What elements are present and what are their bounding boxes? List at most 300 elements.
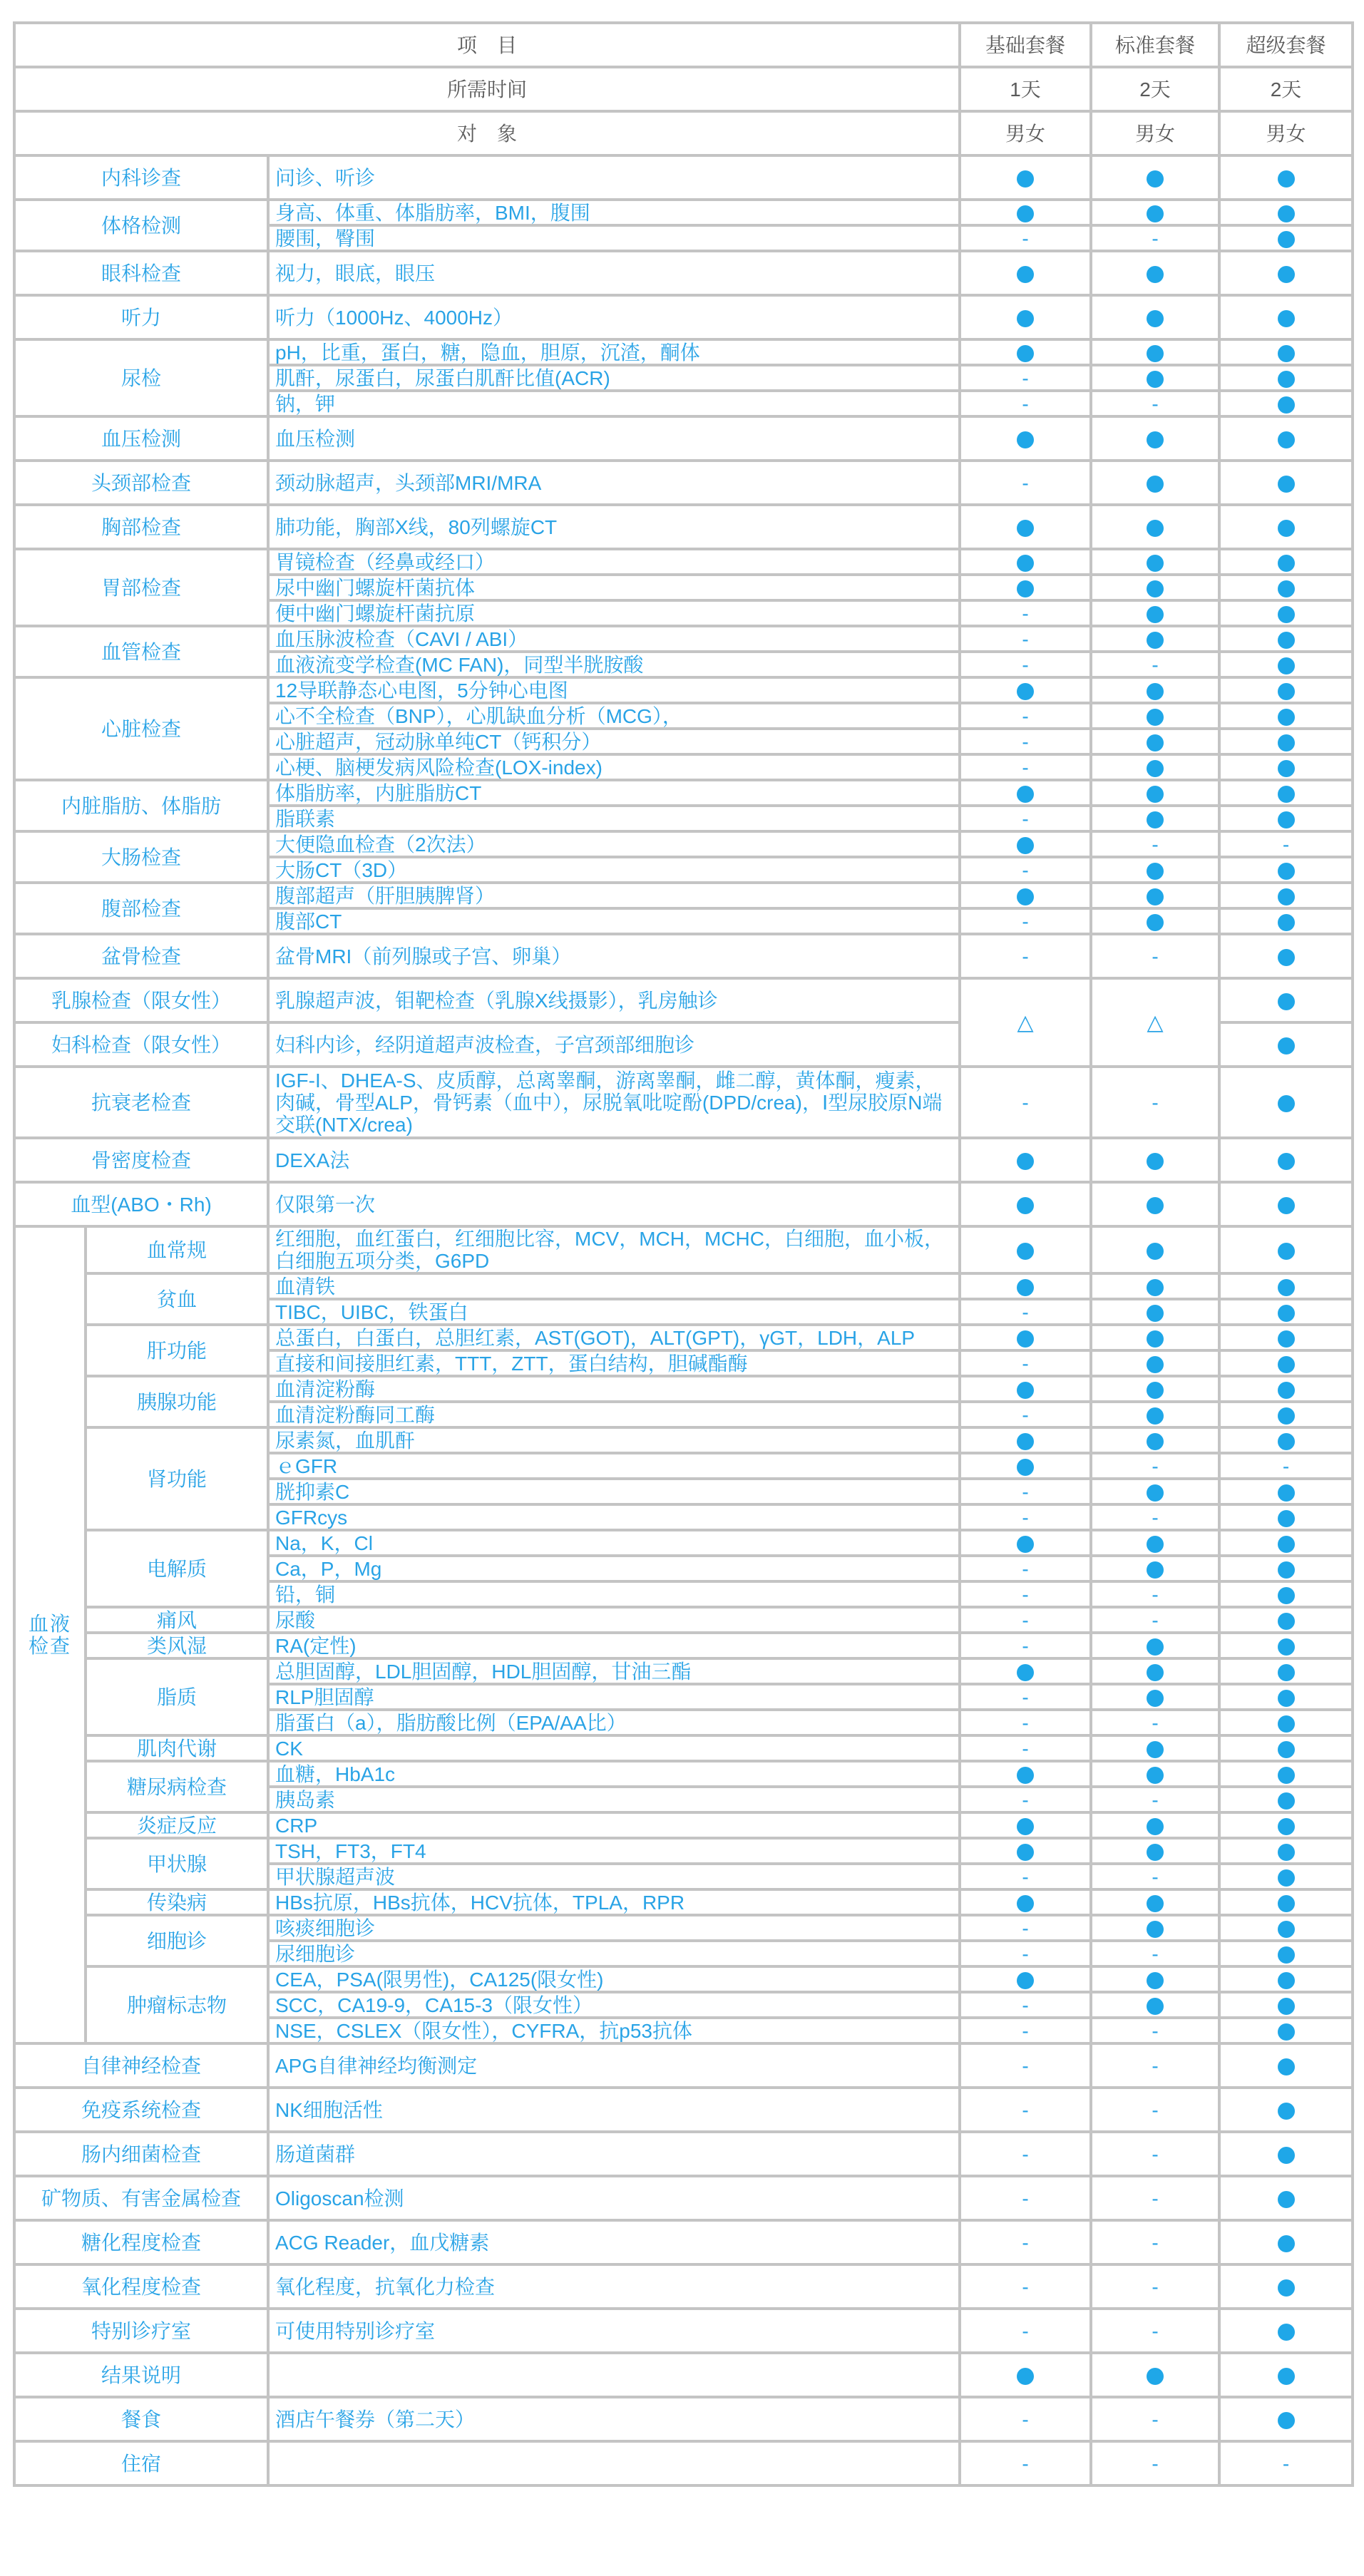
included-dot-icon <box>1278 2324 1295 2341</box>
included-dot-icon <box>1278 2191 1295 2208</box>
plan-mark-standard <box>1091 806 1219 831</box>
plan-mark-standard <box>1091 461 1219 505</box>
category-label: 肿瘤标志物 <box>86 1966 268 2043</box>
plan-mark-super <box>1219 1966 1353 1992</box>
plan-mark-super <box>1219 505 1353 549</box>
category-label: 抗衰老检查 <box>14 1067 268 1138</box>
not-included-dash: - <box>1022 1300 1029 1323</box>
item-text: 氧化程度，抗氧化力检查 <box>268 2264 960 2309</box>
item-text: IGF-I、DHEA-S、皮质醇，总离睾酮，游离睾酮，雌二醇，黄体酮，瘦素，肉碱，骨型ALP，骨钙素（血中），尿脱氧吡啶酚(DPD/crea)，Ⅰ型尿胶原N端交联(NTX/crea) <box>268 1067 960 1138</box>
plan-mark-basic <box>960 2018 1091 2043</box>
included-dot-icon <box>1278 2279 1295 2297</box>
package-table <box>13 21 1354 2487</box>
plan-mark-basic <box>960 1812 1091 1838</box>
included-dot-icon <box>1147 555 1164 572</box>
plan-standard-name: 标准套餐 <box>1091 23 1219 67</box>
plan-mark-basic <box>960 505 1091 549</box>
not-included-dash: - <box>1022 1916 1029 1939</box>
included-dot-icon <box>1147 345 1164 362</box>
included-dot-icon <box>1017 1844 1034 1861</box>
plan-mark-basic <box>960 2441 1091 2485</box>
item-text: 铅，铜 <box>268 1581 960 1607</box>
included-dot-icon <box>1017 1895 1034 1912</box>
plan-mark-standard <box>1091 1941 1219 1966</box>
item-text: NSE，CSLEX（限女性），CYFRA，抗p53抗体 <box>268 2018 960 2043</box>
plan-mark-super <box>1219 1787 1353 1812</box>
category-label: 餐食 <box>14 2397 268 2441</box>
plan-mark-basic <box>960 1182 1091 1226</box>
plan-mark-super <box>1219 1633 1353 1658</box>
item-text: 钠，钾 <box>268 391 960 416</box>
plan-mark-basic <box>960 1992 1091 2018</box>
item-text: 12导联静态心电图，5分钟心电图 <box>268 677 960 703</box>
not-included-dash: - <box>1022 1942 1029 1965</box>
plan-mark-standard <box>1091 703 1219 729</box>
item-text: 血压脉波检查（CAVI / ABI） <box>268 626 960 652</box>
plan-mark-basic <box>960 1633 1091 1658</box>
plan-mark-basic <box>960 703 1091 729</box>
included-dot-icon <box>1278 1818 1295 1835</box>
not-included-dash: - <box>1152 1454 1159 1477</box>
included-dot-icon <box>1147 1382 1164 1399</box>
included-dot-icon <box>1147 734 1164 751</box>
item-text: 妇科内诊，经阴道超声波检查，子宫颈部细胞诊 <box>268 1022 960 1067</box>
item-text: 尿素氮，血肌酐 <box>268 1427 960 1453</box>
table-row <box>14 2043 1353 2088</box>
item-text: 大肠CT（3D） <box>268 857 960 883</box>
item-text: ｅGFR <box>268 1453 960 1479</box>
item-text: CK <box>268 1735 960 1761</box>
not-included-dash: - <box>1022 730 1029 753</box>
table-row <box>14 295 1353 339</box>
plan-mark-standard <box>1091 295 1219 339</box>
not-included-dash: - <box>1152 2019 1159 2042</box>
plan-mark-basic <box>960 461 1091 505</box>
included-dot-icon <box>1147 863 1164 880</box>
plan-mark-standard <box>1091 2043 1219 2088</box>
table-row <box>14 1273 1353 1299</box>
plan-mark-super <box>1219 1889 1353 1915</box>
included-dot-icon <box>1017 1153 1034 1170</box>
plan-mark-basic <box>960 883 1091 908</box>
item-text: 血清淀粉酶同工酶 <box>268 1402 960 1427</box>
included-dot-icon <box>1147 1767 1164 1784</box>
plan-mark-basic <box>960 295 1091 339</box>
plan-mark-super <box>1219 391 1353 416</box>
plan-mark-standard <box>1091 1838 1219 1864</box>
plan-mark-super <box>1219 1273 1353 1299</box>
plan-mark-standard <box>1091 200 1219 225</box>
plan-mark-super <box>1219 1504 1353 1530</box>
category-label: 胃部检查 <box>14 549 268 626</box>
included-dot-icon <box>1278 580 1295 597</box>
plan-mark-standard <box>1091 1607 1219 1633</box>
table-row <box>14 626 1353 652</box>
plan-mark-standard <box>1091 1350 1219 1376</box>
plan-mark-basic <box>960 754 1091 780</box>
plan-mark-standard <box>1091 1966 1219 1992</box>
category-label: 自律神经检查 <box>14 2043 268 2088</box>
included-dot-icon <box>1278 1382 1295 1399</box>
plan-mark-basic <box>960 1607 1091 1633</box>
plan-mark-basic <box>960 1402 1091 1427</box>
included-dot-icon <box>1278 205 1295 222</box>
not-included-dash: - <box>1022 1352 1029 1375</box>
included-dot-icon <box>1017 1433 1034 1450</box>
item-text: 体脂肪率，内脏脂肪CT <box>268 780 960 806</box>
item-text: 腹部CT <box>268 908 960 934</box>
item-text: Oligoscan检测 <box>268 2176 960 2220</box>
item-text: 脂联素 <box>268 806 960 831</box>
plan-mark-super <box>1219 2132 1353 2176</box>
plan-mark-super <box>1219 1735 1353 1761</box>
category-label: 血常规 <box>86 1226 268 1273</box>
table-row <box>14 2397 1353 2441</box>
item-text: RLP胆固醇 <box>268 1684 960 1710</box>
included-dot-icon <box>1017 1767 1034 1784</box>
plan-mark-super <box>1219 200 1353 225</box>
plan-standard-target: 男女 <box>1091 111 1219 155</box>
included-dot-icon <box>1017 310 1034 327</box>
category-label: 肠内细菌检查 <box>14 2132 268 2176</box>
not-included-dash: - <box>1022 392 1029 415</box>
plan-mark-super <box>1219 626 1353 652</box>
plan-mark-super <box>1219 934 1353 978</box>
table-row <box>14 1530 1353 1556</box>
included-dot-icon <box>1017 1197 1034 1214</box>
included-dot-icon <box>1278 520 1295 537</box>
table-row <box>14 1226 1353 1273</box>
plan-mark-super <box>1219 1479 1353 1504</box>
plan-mark-basic <box>960 729 1091 754</box>
table-row <box>14 1889 1353 1915</box>
plan-mark-basic <box>960 1889 1091 1915</box>
plan-mark-super <box>1219 729 1353 754</box>
table-row <box>14 1138 1353 1182</box>
item-text: 尿酸 <box>268 1607 960 1633</box>
plan-mark-super <box>1219 831 1353 857</box>
category-label: 结果说明 <box>14 2353 268 2397</box>
included-dot-icon <box>1278 1243 1295 1260</box>
not-included-dash: - <box>1152 2452 1159 2475</box>
included-dot-icon <box>1278 811 1295 828</box>
not-included-dash: - <box>1282 1454 1290 1477</box>
category-label: 矿物质、有害金属检查 <box>14 2176 268 2220</box>
item-text: 甲状腺超声波 <box>268 1864 960 1889</box>
plan-mark-basic <box>960 251 1091 295</box>
plan-basic-name: 基础套餐 <box>960 23 1091 67</box>
item-text: SCC，CA19-9，CA15-3（限女性） <box>268 1992 960 2018</box>
not-included-dash: - <box>1022 471 1029 494</box>
plan-mark-super <box>1219 1761 1353 1787</box>
plan-mark-basic <box>960 1941 1091 1966</box>
included-dot-icon <box>1278 170 1295 188</box>
category-label: 甲状腺 <box>86 1838 268 1889</box>
plan-mark-standard <box>1091 908 1219 934</box>
category-label: 大肠检查 <box>14 831 268 883</box>
plan-mark-basic <box>960 225 1091 251</box>
plan-mark-standard <box>1091 339 1219 365</box>
header-target: 对 象 <box>14 111 960 155</box>
included-dot-icon <box>1278 2412 1295 2429</box>
plan-mark-super <box>1219 1710 1353 1735</box>
included-dot-icon <box>1017 205 1034 222</box>
plan-mark-super <box>1219 1941 1353 1966</box>
category-label: 肾功能 <box>86 1427 268 1530</box>
included-dot-icon <box>1278 396 1295 414</box>
category-label: 眼科检查 <box>14 251 268 295</box>
category-label: 糖化程度检查 <box>14 2220 268 2264</box>
plan-mark-basic <box>960 831 1091 857</box>
plan-mark-basic <box>960 806 1091 831</box>
not-included-dash: - <box>1022 1091 1029 1114</box>
plan-mark-super <box>1219 908 1353 934</box>
not-included-dash: - <box>1022 1865 1029 1888</box>
included-dot-icon <box>1278 1279 1295 1296</box>
table-row <box>14 416 1353 461</box>
not-included-dash: - <box>1022 945 1029 968</box>
plan-mark-standard <box>1091 1735 1219 1761</box>
table-row <box>14 1182 1353 1226</box>
not-included-dash: - <box>1152 2187 1159 2210</box>
included-dot-icon <box>1278 914 1295 931</box>
not-included-dash: - <box>1152 653 1159 676</box>
included-dot-icon <box>1278 1972 1295 1989</box>
plan-mark-basic <box>960 1838 1091 1864</box>
plan-mark-standard <box>1091 1273 1219 1299</box>
plan-mark-super <box>1219 1992 1353 2018</box>
category-label: 血管检查 <box>14 626 268 677</box>
not-included-dash: - <box>1022 2098 1029 2121</box>
plan-mark-standard <box>1091 1226 1219 1273</box>
category-label: 住宿 <box>14 2441 268 2485</box>
plan-mark-basic <box>960 1453 1091 1479</box>
category-label: 胰腺功能 <box>86 1376 268 1427</box>
not-included-dash: - <box>1152 1788 1159 1811</box>
plan-mark-basic <box>960 1761 1091 1787</box>
included-dot-icon <box>1278 1792 1295 1810</box>
plan-mark-basic <box>960 1067 1091 1138</box>
included-dot-icon <box>1147 1407 1164 1425</box>
plan-mark-super <box>1219 2309 1353 2353</box>
table-row <box>14 883 1353 908</box>
not-included-dash: - <box>1022 2019 1029 2042</box>
plan-mark-super <box>1219 2264 1353 2309</box>
plan-mark-basic <box>960 1556 1091 1581</box>
plan-mark-super <box>1219 1556 1353 1581</box>
included-dot-icon <box>1278 606 1295 623</box>
included-dot-icon <box>1278 949 1295 966</box>
plan-mark-super <box>1219 251 1353 295</box>
not-included-dash: - <box>1022 2143 1029 2165</box>
included-dot-icon <box>1278 734 1295 751</box>
item-text: 大便隐血检查（2次法） <box>268 831 960 857</box>
plan-mark-standard <box>1091 1710 1219 1735</box>
plan-mark-super <box>1219 754 1353 780</box>
plan-mark-standard <box>1091 1992 1219 2018</box>
plan-mark-standard <box>1091 1556 1219 1581</box>
included-dot-icon <box>1017 345 1034 362</box>
table-row <box>14 780 1353 806</box>
item-text: 仅限第一次 <box>268 1182 960 1226</box>
plan-mark-standard <box>1091 155 1219 200</box>
item-text: 盆骨MRI（前列腺或子宫、卵巢） <box>268 934 960 978</box>
plan-mark-basic <box>960 677 1091 703</box>
item-text: 视力，眼底，眼压 <box>268 251 960 295</box>
not-included-dash: - <box>1152 2275 1159 2298</box>
included-dot-icon <box>1278 1844 1295 1861</box>
included-dot-icon <box>1147 266 1164 283</box>
item-text <box>268 2441 960 2485</box>
category-label: 血型(ABO・Rh) <box>14 1182 268 1226</box>
plan-mark-standard <box>1091 1658 1219 1684</box>
item-text: 血液流变学检查(MC FAN)，同型半胱胺酸 <box>268 652 960 677</box>
table-row <box>14 2353 1353 2397</box>
category-label: 内科诊查 <box>14 155 268 200</box>
included-dot-icon <box>1147 371 1164 388</box>
plan-mark-basic <box>960 1658 1091 1684</box>
not-included-dash: - <box>1022 1711 1029 1734</box>
plan-mark-standard <box>1091 2132 1219 2176</box>
plan-mark-basic <box>960 1226 1091 1273</box>
plan-mark-super <box>1219 1838 1353 1864</box>
plan-mark-super <box>1219 1376 1353 1402</box>
included-dot-icon <box>1278 2235 1295 2252</box>
included-dot-icon <box>1147 1243 1164 1260</box>
plan-mark-standard <box>1091 1138 1219 1182</box>
item-text: 血压检测 <box>268 416 960 461</box>
plan-mark-super <box>1219 677 1353 703</box>
plan-mark-super <box>1219 2018 1353 2043</box>
plan-mark-super <box>1219 1915 1353 1941</box>
included-dot-icon <box>1278 476 1295 493</box>
plan-mark-basic <box>960 1787 1091 1812</box>
plan-mark-standard <box>1091 626 1219 652</box>
included-dot-icon <box>1147 1561 1164 1579</box>
plan-mark-standard <box>1091 2220 1219 2264</box>
included-dot-icon <box>1017 1664 1034 1681</box>
plan-mark-basic <box>960 2264 1091 2309</box>
included-dot-icon <box>1278 1037 1295 1054</box>
included-dot-icon <box>1147 606 1164 623</box>
plan-mark-super <box>1219 1138 1353 1182</box>
plan-mark-standard <box>1091 1067 1219 1138</box>
plan-super-time: 2天 <box>1219 67 1353 111</box>
plan-mark-basic <box>960 1864 1091 1889</box>
plan-mark-basic <box>960 200 1091 225</box>
item-text: 尿中幽门螺旋杆菌抗体 <box>268 575 960 600</box>
plan-mark-basic <box>960 339 1091 365</box>
plan-mark-basic <box>960 1325 1091 1350</box>
plan-mark-standard <box>1091 857 1219 883</box>
plan-mark-basic <box>960 1273 1091 1299</box>
not-included-dash: - <box>1022 858 1029 881</box>
plan-mark-super <box>1219 600 1353 626</box>
category-label: 炎症反应 <box>86 1812 268 1838</box>
plan-mark-super <box>1219 1581 1353 1607</box>
table-row <box>14 155 1353 200</box>
table-row <box>14 200 1353 225</box>
included-dot-icon <box>1278 2368 1295 2385</box>
plan-mark-basic <box>960 857 1091 883</box>
plan-mark-standard <box>1091 1633 1219 1658</box>
not-included-dash: - <box>1152 1583 1159 1606</box>
plan-mark-basic <box>960 934 1091 978</box>
not-included-dash: - <box>1022 2187 1029 2210</box>
included-dot-icon <box>1147 1536 1164 1553</box>
plan-standard-time: 2天 <box>1091 67 1219 111</box>
plan-mark-super <box>1219 155 1353 200</box>
category-label: 肝功能 <box>86 1325 268 1376</box>
plan-mark-super <box>1219 295 1353 339</box>
item-text: Na，K，Cl <box>268 1530 960 1556</box>
table-row <box>14 1376 1353 1402</box>
included-dot-icon <box>1147 709 1164 726</box>
table-row <box>14 1067 1353 1138</box>
header-project: 项 目 <box>14 23 960 67</box>
plan-mark-super <box>1219 416 1353 461</box>
not-included-dash: - <box>1022 1788 1029 1811</box>
not-included-dash: - <box>1022 1583 1029 1606</box>
item-text: 血糖，HbA1c <box>268 1761 960 1787</box>
not-included-dash: - <box>1152 1711 1159 1734</box>
optional-triangle-icon: △ <box>1017 1010 1034 1035</box>
included-dot-icon <box>1278 555 1295 572</box>
included-dot-icon <box>1278 863 1295 880</box>
item-text: Ca，P，Mg <box>268 1556 960 1581</box>
included-dot-icon <box>1278 1095 1295 1112</box>
not-included-dash: - <box>1152 392 1159 415</box>
item-text: 便中幽门螺旋杆菌抗原 <box>268 600 960 626</box>
header-time: 所需时间 <box>14 67 960 111</box>
item-text: 腹部超声（肝胆胰脾肾） <box>268 883 960 908</box>
plan-mark-standard <box>1091 2353 1219 2397</box>
included-dot-icon <box>1278 1536 1295 1553</box>
item-text: 颈动脉超声，头颈部MRI/MRA <box>268 461 960 505</box>
included-dot-icon <box>1278 888 1295 905</box>
item-text: TIBC，UIBC，铁蛋白 <box>268 1299 960 1325</box>
not-included-dash: - <box>1022 2319 1029 2342</box>
plan-mark-standard <box>1091 549 1219 575</box>
plan-mark-standard <box>1091 729 1219 754</box>
table-row <box>14 1633 1353 1658</box>
plan-mark-super <box>1219 2353 1353 2397</box>
plan-mark-standard <box>1091 505 1219 549</box>
plan-mark-standard <box>1091 225 1219 251</box>
plan-mark-basic <box>960 626 1091 652</box>
included-dot-icon <box>1017 786 1034 803</box>
item-text: CEA，PSA(限男性)，CA125(限女性) <box>268 1966 960 1992</box>
item-text: 心不全检查（BNP），心肌缺血分析（MCG）， <box>268 703 960 729</box>
plan-mark-super <box>1219 978 1353 1022</box>
plan-mark-super <box>1219 1022 1353 1067</box>
item-text: 听力（1000Hz、4000Hz） <box>268 295 960 339</box>
table-row <box>14 2220 1353 2264</box>
included-dot-icon <box>1278 1895 1295 1912</box>
included-dot-icon <box>1278 709 1295 726</box>
not-included-dash: - <box>1022 2408 1029 2431</box>
table-row <box>14 2264 1353 2309</box>
table-row <box>14 1325 1353 1350</box>
plan-mark-standard <box>1091 1453 1219 1479</box>
table-row <box>14 339 1353 365</box>
included-dot-icon <box>1147 1741 1164 1758</box>
item-text: 咳痰细胞诊 <box>268 1915 960 1941</box>
included-dot-icon <box>1017 837 1034 854</box>
table-row <box>14 1838 1353 1864</box>
category-label: 尿检 <box>14 339 268 416</box>
included-dot-icon <box>1278 1741 1295 1758</box>
